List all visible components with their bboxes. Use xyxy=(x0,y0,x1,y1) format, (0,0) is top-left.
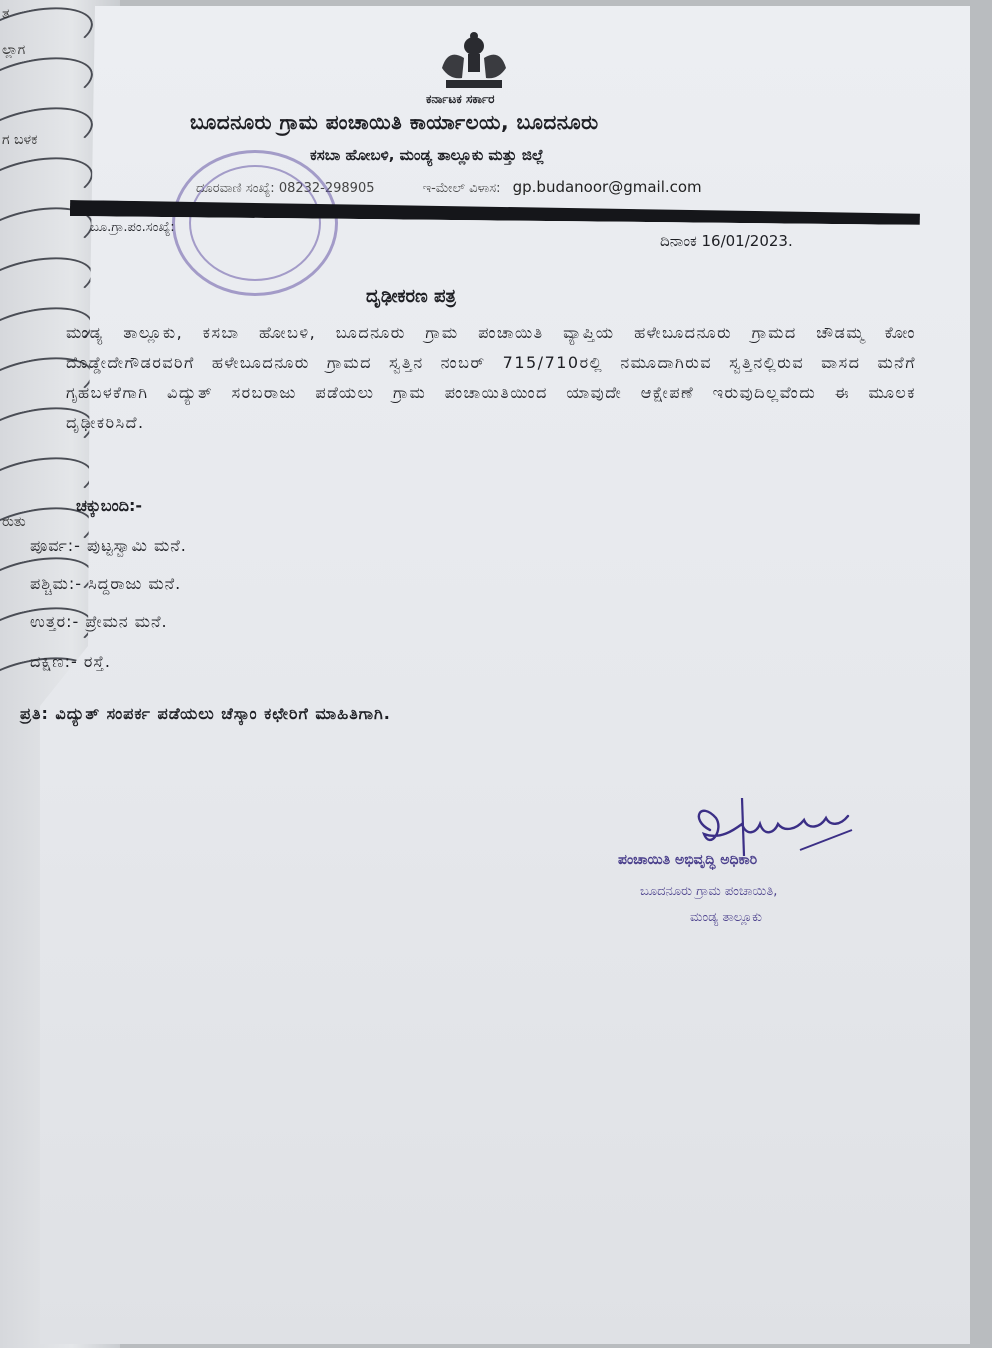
copy-to-note: ಪ್ರತಿ: ವಿದ್ಯುತ್ ಸಂಪರ್ಕ ಪಡೆಯಲು ಚೆಸ್ಕಾಂ ಕಛೇರಿಗೆ ಮಾಹಿತಿಗಾಗಿ. xyxy=(20,704,391,723)
edge-note: ಗ ಬಳಕ xyxy=(2,132,38,148)
karnataka-emblem-icon xyxy=(428,28,520,94)
boundary-west: ಪಶ್ಚಿಮ:- ಸಿದ್ದರಾಜು ಮನೆ. xyxy=(30,574,182,593)
boundary-east: ಪೂರ್ವ:- ಪುಟ್ಟಸ್ವಾಮಿ ಮನೆ. xyxy=(30,536,187,555)
edge-note: ರುತು xyxy=(2,514,26,530)
office-location: ಕಸಬಾ ಹೋಬಳಿ, ಮಂಡ್ಯ ತಾಲ್ಲೂಕು ಮತ್ತು ಜಿಲ್ಲೆ xyxy=(310,146,545,164)
signatory-taluk: ಮಂಡ್ಯ ತಾಲ್ಲೂಕು xyxy=(690,910,763,925)
boundary-south: ದಕ್ಷಿಣ:- ರಸ್ತೆ. xyxy=(30,652,111,671)
letter-subject: ದೃಢೀಕರಣ ಪತ್ರ xyxy=(366,286,456,307)
office-title: ಬೂದನೂರು ಗ್ರಾಮ ಪಂಚಾಯಿತಿ ಕಾರ್ಯಾಲಯ, ಬೂದನೂರು xyxy=(190,110,599,134)
signatory-panchayat: ಬೂದನೂರು ಗ್ರಾಮ ಪಂಚಾಯಿತಿ, xyxy=(640,884,778,899)
reference-number: ಬೂ.ಗ್ರಾ.ಪಂ.ಸಂಖ್ಯೆ: xyxy=(90,220,175,235)
government-label: ಕರ್ನಾಟಕ ಸರ್ಕಾರ xyxy=(426,92,495,106)
phone-label: ದೂರವಾಣಿ ಸಂಖ್ಯೆ: xyxy=(196,181,275,196)
boundary-north: ಉತ್ತರ:- ಪ್ರೇಮನ ಮನೆ. xyxy=(30,612,168,631)
edge-note: ಲ್ಲಾಗ xyxy=(2,42,26,58)
signatory-designation: ಪಂಚಾಯಿತಿ ಅಭಿವೃದ್ಧಿ ಅಧಿಕಾರಿ xyxy=(618,852,758,868)
edge-note: ತ xyxy=(2,6,10,22)
office-seal-stamp xyxy=(172,150,338,296)
email-label: ಇ-ಮೇಲ್ ವಿಳಾಸ: xyxy=(422,181,501,196)
letter-body: ಮಂಡ್ಯ ತಾಲ್ಲೂಕು, ಕಸಬಾ ಹೋಬಳಿ, ಬೂದನೂರು ಗ್ರಾಮ ಪಂಚಾಯಿತಿ ವ್ಯಾಪ್ತಿಯ ಹಳೇಬೂದನೂರು ಗ್ರಾಮದ ಚೌಡಮ್ಮ ಕೋಂ ದೊಡ್ಡೇದೇಗೌಡರವರಿಗೆ ಹಳೇಬೂದನೂರು ಗ್ರಾಮದ ಸ್ವತ್ತಿನ ನಂಬರ್ 715/710ರಲ್ಲಿ ನಮೂದಾಗಿರುವ ಸ್ವತ್ತಿನಲ್ಲಿರುವ ವಾಸದ ಮನೆಗೆ ಗೃಹಬಳಕೆಗಾಗಿ ವಿದ್ಯುತ್ ಸರಬರಾಜು ಪಡೆಯಲು ಗ್ರಾಮ ಪಂಚಾಯಿತಿಯಿಂದ ಯಾವುದೇ ಆಕ್ಷೇಪಣೆ ಇರುವುದಿಲ್ಲವೆಂದು ಈ ಮೂಲಕ ದೃಢೀಕರಿಸಿದೆ. xyxy=(66,323,916,432)
letter-date: ದಿನಾಂಕ 16/01/2023. xyxy=(660,232,793,250)
phone-number: 08232-298905 xyxy=(278,181,375,196)
boundaries-heading: ಚಕ್ಕುಬಂದಿ:- xyxy=(76,496,143,515)
email-address: gp.budanoor@gmail.com xyxy=(512,178,702,196)
